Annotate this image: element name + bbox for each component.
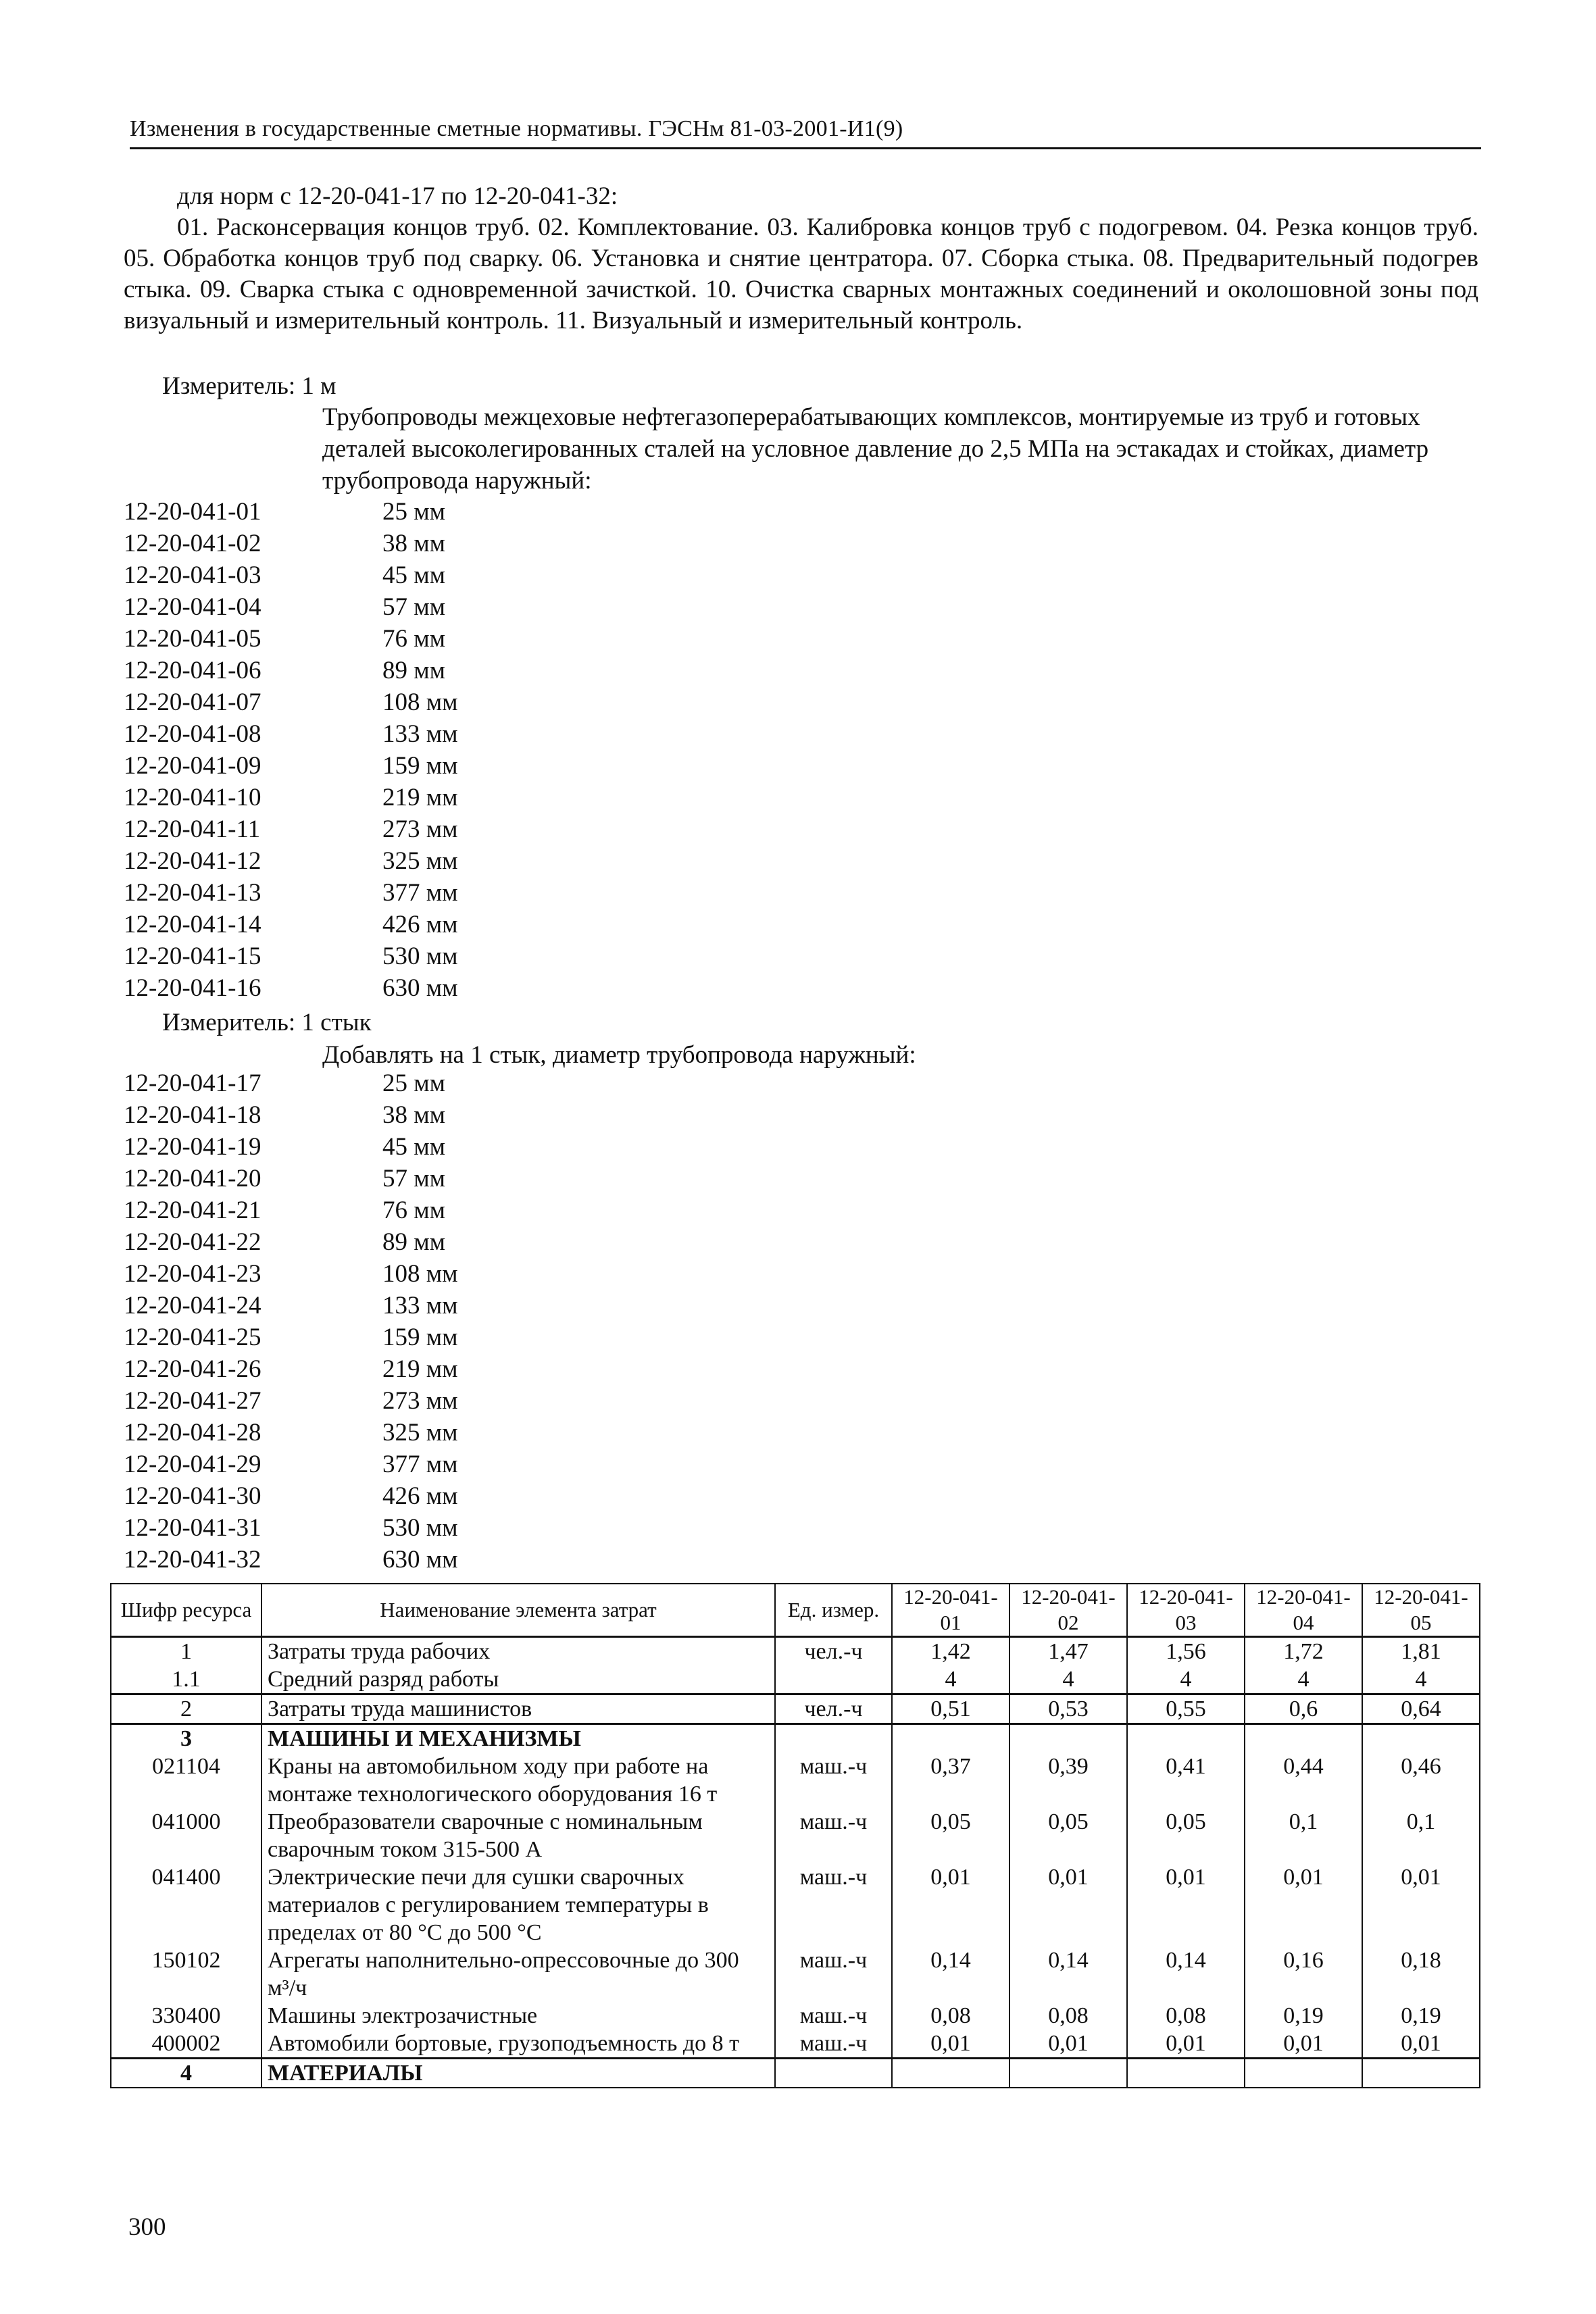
- resource-name: Электрические печи для сушки сварочных материалов с регулированием температуры в пределах от 80 °С до 500 °С: [261, 1863, 775, 1946]
- resource-unit: маш.-ч: [775, 2030, 892, 2059]
- norm-code: 12-20-041-08: [124, 720, 261, 748]
- norm-code: 12-20-041-27: [124, 1387, 261, 1415]
- meter-label-1: Измеритель: 1 м: [162, 372, 336, 400]
- meter-label-2: Измеритель: 1 стык: [162, 1009, 372, 1036]
- resource-value: 0,01: [1362, 2030, 1480, 2059]
- resource-value: 0,53: [1009, 1694, 1127, 1724]
- norm-code: 12-20-041-19: [124, 1133, 261, 1161]
- norm-code: 12-20-041-11: [124, 815, 261, 843]
- resource-name: Агрегаты наполнительно-опрессовочные до 300 м³/ч: [261, 1946, 775, 2002]
- resource-value: 0,08: [1127, 2002, 1245, 2030]
- table-row: [111, 1637, 1480, 1666]
- table-row: [111, 2002, 1480, 2030]
- resource-value: 1,72: [1245, 1637, 1362, 1666]
- norm-diameter: 89 мм: [382, 1228, 446, 1256]
- norm-diameter: 630 мм: [382, 974, 458, 1002]
- table-row: [111, 1863, 1480, 1946]
- table-row: [111, 2030, 1480, 2059]
- norm-description-2: Добавлять на 1 стык, диаметр трубопровода наружный:: [322, 1041, 916, 1069]
- resource-value: [1009, 1724, 1127, 1753]
- table-row: [111, 1665, 1480, 1694]
- resource-code: 400002: [111, 2030, 261, 2059]
- norm-diameter: 325 мм: [382, 1419, 458, 1447]
- resource-code: 1.1: [111, 1665, 261, 1694]
- section-title: МАШИНЫ И МЕХАНИЗМЫ: [261, 1724, 775, 1753]
- resource-value: 0,46: [1362, 1753, 1480, 1808]
- resources-table: [110, 1583, 1480, 2088]
- norm-diameter: 159 мм: [382, 1324, 458, 1351]
- resource-value: 1,81: [1362, 1637, 1480, 1666]
- norm-diameter: 89 мм: [382, 657, 446, 684]
- norm-diameter: 108 мм: [382, 1260, 458, 1288]
- resource-unit: [775, 1665, 892, 1694]
- resource-value: 0,41: [1127, 1753, 1245, 1808]
- resource-value: 0,05: [1127, 1808, 1245, 1863]
- resource-unit: маш.-ч: [775, 1808, 892, 1863]
- resource-value: 4: [1009, 1665, 1127, 1694]
- norm-diameter: 325 мм: [382, 847, 458, 875]
- resource-code: 2: [111, 1694, 261, 1724]
- resource-name: Краны на автомобильном ходу при работе на монтаже технологического оборудования 16 т: [261, 1753, 775, 1808]
- resource-value: 0,01: [892, 2030, 1009, 2059]
- resource-value: 0,14: [1009, 1946, 1127, 2002]
- resource-value: 1,42: [892, 1637, 1009, 1666]
- norm-code: 12-20-041-31: [124, 1514, 261, 1542]
- header-rule: [130, 147, 1481, 149]
- resource-unit: чел.-ч: [775, 1637, 892, 1666]
- resource-name: Затраты труда рабочих: [261, 1637, 775, 1666]
- norm-code: 12-20-041-18: [124, 1101, 261, 1129]
- norm-code: 12-20-041-09: [124, 752, 261, 780]
- norm-diameter: 45 мм: [382, 561, 446, 589]
- resource-value: [1009, 2059, 1127, 2088]
- resource-code: 041000: [111, 1808, 261, 1863]
- table-row: [111, 1946, 1480, 2002]
- norm-diameter: 108 мм: [382, 688, 458, 716]
- table-row: [111, 1808, 1480, 1863]
- norm-code: 12-20-041-12: [124, 847, 261, 875]
- resource-value: [892, 2059, 1009, 2088]
- table-row: [111, 1694, 1480, 1724]
- norm-code: 12-20-041-03: [124, 561, 261, 589]
- resource-value: 4: [1362, 1665, 1480, 1694]
- resource-code: 1: [111, 1637, 261, 1666]
- resource-value: 0,14: [892, 1946, 1009, 2002]
- table-header-row: [111, 1584, 1480, 1637]
- resource-value: 0,55: [1127, 1694, 1245, 1724]
- header-code: Шифр ресурса: [111, 1584, 261, 1637]
- resource-value: 0,01: [1245, 1863, 1362, 1946]
- resource-value: 0,08: [1009, 2002, 1127, 2030]
- resource-value: [1127, 1724, 1245, 1753]
- resource-unit: маш.-ч: [775, 1753, 892, 1808]
- resource-value: 0,37: [892, 1753, 1009, 1808]
- norm-code: 12-20-041-21: [124, 1197, 261, 1224]
- resource-unit: [775, 1724, 892, 1753]
- norm-code: 12-20-041-32: [124, 1546, 261, 1574]
- norm-code: 12-20-041-05: [124, 625, 261, 653]
- norm-code: 12-20-041-02: [124, 530, 261, 557]
- running-header: Изменения в государственные сметные нормативы. ГЭСНм 81-03-2001-И1(9): [130, 116, 903, 141]
- norm-diameter: 159 мм: [382, 752, 458, 780]
- resource-value: 0,44: [1245, 1753, 1362, 1808]
- norm-diameter: 530 мм: [382, 942, 458, 970]
- table-section-row: [111, 1724, 1480, 1753]
- norm-diameter: 377 мм: [382, 1451, 458, 1478]
- norm-code: 12-20-041-20: [124, 1165, 261, 1192]
- norm-diameter: 25 мм: [382, 1070, 446, 1097]
- section-title: МАТЕРИАЛЫ: [261, 2059, 775, 2088]
- resource-code: 330400: [111, 2002, 261, 2030]
- norm-diameter: 45 мм: [382, 1133, 446, 1161]
- resource-code: 3: [111, 1724, 261, 1753]
- resource-value: 0,08: [892, 2002, 1009, 2030]
- resource-name: Затраты труда машинистов: [261, 1694, 775, 1724]
- table-row: [111, 1753, 1480, 1808]
- resource-unit: чел.-ч: [775, 1694, 892, 1724]
- norm-description-1: Трубопроводы межцеховые нефтегазоперерабатывающих комплексов, монтируемые из труб и готовых деталей высоколегированных сталей на условное давление до 2,5 МПа на эстакадах и стойках, диаметр трубопровода наружный:: [322, 403, 1429, 495]
- resource-value: 4: [892, 1665, 1009, 1694]
- resource-value: 0,01: [1127, 2030, 1245, 2059]
- resource-value: 0,01: [1245, 2030, 1362, 2059]
- norm-diameter: 426 мм: [382, 1482, 458, 1510]
- resource-unit: маш.-ч: [775, 1863, 892, 1946]
- resource-value: [1127, 2059, 1245, 2088]
- resource-code: 4: [111, 2059, 261, 2088]
- norm-diameter: 57 мм: [382, 1165, 446, 1192]
- resource-value: 0,01: [1127, 1863, 1245, 1946]
- norm-code: 12-20-041-29: [124, 1451, 261, 1478]
- norm-code: 12-20-041-04: [124, 593, 261, 621]
- resource-value: 0,01: [1009, 1863, 1127, 1946]
- norm-code: 12-20-041-25: [124, 1324, 261, 1351]
- resource-value: 0,64: [1362, 1694, 1480, 1724]
- norm-code: 12-20-041-10: [124, 784, 261, 811]
- norm-code: 12-20-041-17: [124, 1070, 261, 1097]
- resource-name: Средний разряд работы: [261, 1665, 775, 1694]
- norm-code: 12-20-041-07: [124, 688, 261, 716]
- norm-diameter: 426 мм: [382, 911, 458, 938]
- resource-name: Преобразователи сварочные с номинальным сварочным током 315-500 А: [261, 1808, 775, 1863]
- resource-value: [1362, 1724, 1480, 1753]
- norm-code: 12-20-041-30: [124, 1482, 261, 1510]
- resource-value: 0,05: [892, 1808, 1009, 1863]
- resource-value: 0,1: [1362, 1808, 1480, 1863]
- norm-code: 12-20-041-13: [124, 879, 261, 907]
- norm-code: 12-20-041-24: [124, 1292, 261, 1319]
- header-col-1: 12-20-041-01: [892, 1584, 1009, 1637]
- operations-text: 01. Расконсервация концов труб. 02. Комплектование. 03. Калибровка концов труб с подогревом. 04. Резка концов труб. 05. Обработка концов труб под сварку. 06. Установка и снятие центратора. 07. Сборка стыка. 08. Предварительный подогрев стыка. 09. Сварка стыка с одновременной зачисткой. 10. Очистка сварных монтажных соединений и околошовной зоны под визуальный и измерительный контроль. 11. Визуальный и измерительный контроль.: [124, 213, 1478, 334]
- norm-code: 12-20-041-16: [124, 974, 261, 1002]
- resource-value: 0,14: [1127, 1946, 1245, 2002]
- norm-code: 12-20-041-26: [124, 1355, 261, 1383]
- resource-code: 041400: [111, 1863, 261, 1946]
- resource-value: 0,39: [1009, 1753, 1127, 1808]
- resource-value: [1245, 1724, 1362, 1753]
- resource-value: 0,01: [1362, 1863, 1480, 1946]
- norm-diameter: 219 мм: [382, 784, 458, 811]
- intro-line: для норм с 12-20-041-17 по 12-20-041-32:: [177, 182, 618, 210]
- resource-value: 0,05: [1009, 1808, 1127, 1863]
- resource-value: 0,6: [1245, 1694, 1362, 1724]
- resource-value: [1362, 2059, 1480, 2088]
- resource-code: 021104: [111, 1753, 261, 1808]
- norm-code: 12-20-041-06: [124, 657, 261, 684]
- header-col-2: 12-20-041-02: [1009, 1584, 1127, 1637]
- header-col-4: 12-20-041-04: [1245, 1584, 1362, 1637]
- resource-value: 0,19: [1362, 2002, 1480, 2030]
- resource-value: [1245, 2059, 1362, 2088]
- norm-code: 12-20-041-28: [124, 1419, 261, 1447]
- norm-code: 12-20-041-23: [124, 1260, 261, 1288]
- norm-diameter: 25 мм: [382, 498, 446, 526]
- norm-code: 12-20-041-01: [124, 498, 261, 526]
- resource-value: 0,51: [892, 1694, 1009, 1724]
- resource-value: 1,56: [1127, 1637, 1245, 1666]
- resource-unit: [775, 2059, 892, 2088]
- resource-name: Машины электрозачистные: [261, 2002, 775, 2030]
- resource-value: 0,1: [1245, 1808, 1362, 1863]
- resource-unit: маш.-ч: [775, 1946, 892, 2002]
- table-section-row: [111, 2059, 1480, 2088]
- norm-diameter: 38 мм: [382, 1101, 446, 1129]
- norm-diameter: 273 мм: [382, 1387, 458, 1415]
- resource-unit: маш.-ч: [775, 2002, 892, 2030]
- header-unit: Ед. измер.: [775, 1584, 892, 1637]
- header-col-5: 12-20-041-05: [1362, 1584, 1480, 1637]
- resource-value: 4: [1127, 1665, 1245, 1694]
- resource-code: 150102: [111, 1946, 261, 2002]
- norm-diameter: 377 мм: [382, 879, 458, 907]
- resource-value: 0,16: [1245, 1946, 1362, 2002]
- resource-value: [892, 1724, 1009, 1753]
- norm-diameter: 76 мм: [382, 625, 446, 653]
- norm-diameter: 57 мм: [382, 593, 446, 621]
- norm-diameter: 530 мм: [382, 1514, 458, 1542]
- page-number: 300: [128, 2213, 166, 2241]
- norm-code: 12-20-041-14: [124, 911, 261, 938]
- header-col-3: 12-20-041-03: [1127, 1584, 1245, 1637]
- resource-value: 0,18: [1362, 1946, 1480, 2002]
- resource-value: 0,01: [1009, 2030, 1127, 2059]
- resource-name: Автомобили бортовые, грузоподъемность до 8 т: [261, 2030, 775, 2059]
- norm-diameter: 273 мм: [382, 815, 458, 843]
- norm-diameter: 219 мм: [382, 1355, 458, 1383]
- norm-diameter: 133 мм: [382, 1292, 458, 1319]
- norm-diameter: 630 мм: [382, 1546, 458, 1574]
- norm-diameter: 133 мм: [382, 720, 458, 748]
- resource-value: 0,19: [1245, 2002, 1362, 2030]
- resource-value: 1,47: [1009, 1637, 1127, 1666]
- norm-code: 12-20-041-22: [124, 1228, 261, 1256]
- norm-diameter: 76 мм: [382, 1197, 446, 1224]
- norm-diameter: 38 мм: [382, 530, 446, 557]
- resource-value: 4: [1245, 1665, 1362, 1694]
- header-name: Наименование элемента затрат: [261, 1584, 775, 1637]
- norm-code: 12-20-041-15: [124, 942, 261, 970]
- resource-value: 0,01: [892, 1863, 1009, 1946]
